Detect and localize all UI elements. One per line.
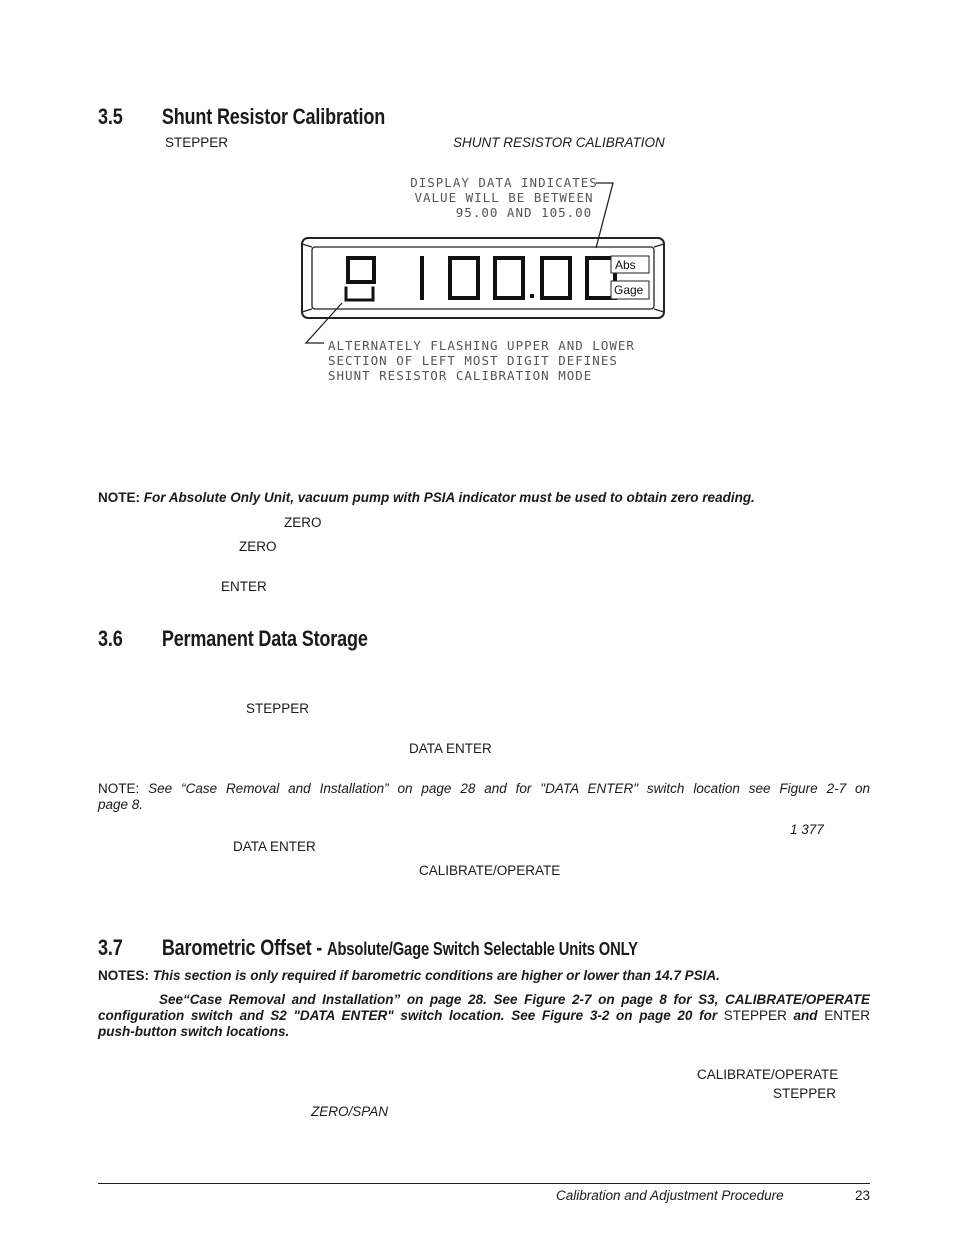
section-number: 3.7 <box>98 935 123 960</box>
stepper-label: STEPPER <box>165 135 229 150</box>
switch-location-paragraph <box>98 992 870 1040</box>
data-enter-label-b: DATA ENTER <box>233 839 316 854</box>
bottom-callout-line-3: SHUNT RESISTOR CALIBRATION MODE <box>328 368 593 383</box>
zero-span-label: ZERO/SPAN <box>311 1104 389 1119</box>
digit-0b <box>495 258 523 298</box>
shunt-mode-label: SHUNT RESISTOR CALIBRATION <box>453 135 665 150</box>
flashing-digit-lower <box>346 288 373 300</box>
bottom-callout-line-2: SECTION OF LEFT MOST DIGIT DEFINES <box>328 353 618 368</box>
page-number: 23 <box>855 1188 871 1203</box>
bottom-callout-line-1: ALTERNATELY FLASHING UPPER AND LOWER <box>328 338 635 353</box>
note-label: NOTE: <box>98 490 140 505</box>
section-3-7-heading <box>98 935 638 961</box>
stepper-label-3-6: STEPPER <box>246 701 310 716</box>
enter-inline: ENTER <box>824 1008 870 1023</box>
section-title: Permanent Data Storage <box>161 626 368 651</box>
notes-text: This section is only required if barometric conditions are higher or lower than 14.7 PSIA. <box>152 968 720 983</box>
stepper-inline: STEPPER <box>723 1008 787 1023</box>
notes-barometric <box>98 968 720 983</box>
paragraph-line-2 <box>98 1008 870 1024</box>
notes-label: NOTES: <box>98 968 150 983</box>
footer-title: Calibration and Adjustment Procedure <box>556 1188 784 1203</box>
digit-0a <box>450 258 478 298</box>
section-number: 3.5 <box>98 104 123 129</box>
abs-label: Abs <box>615 258 636 272</box>
section-subtitle: Absolute/Gage Switch Selectable Units ONLY <box>326 939 638 959</box>
calibrate-operate-label: CALIBRATE/OPERATE <box>419 863 561 878</box>
section-number: 3.6 <box>98 626 123 651</box>
top-callout-line-3: 95.00 AND 105.00 <box>455 205 593 220</box>
display-figure <box>290 170 690 395</box>
top-callout-line-1: DISPLAY DATA INDICATES <box>410 175 598 190</box>
calibrate-operate-label-3-7: CALIBRATE/OPERATE <box>697 1067 839 1082</box>
note-absolute-only <box>98 490 755 505</box>
digit-0c <box>542 258 570 298</box>
note-text-line-2: page 8. <box>98 797 144 812</box>
decimal-point <box>530 294 534 298</box>
zero-label-a: ZERO <box>284 515 322 530</box>
zero-label-b: ZERO <box>239 539 277 554</box>
gage-label: Gage <box>614 283 644 297</box>
paragraph-line-1: See“Case Removal and Installation” on page 28. See Figure 2-7 on page 8 for S3, CALIBRATE/OPERATE <box>159 992 870 1007</box>
note-text: For Absolute Only Unit, vacuum pump with PSIA indicator must be used to obtain zero reading. <box>143 490 755 505</box>
note-case-removal <box>98 781 870 813</box>
reference-number: 1 377 <box>790 822 824 837</box>
section-title: Barometric Offset - <box>161 935 323 960</box>
footer-rule <box>98 1183 870 1184</box>
stepper-label-3-7: STEPPER <box>773 1086 837 1101</box>
display-bezel-outer <box>302 238 664 318</box>
top-callout-line-2: VALUE WILL BE BETWEEN <box>414 190 594 205</box>
section-title: Shunt Resistor Calibration <box>161 104 386 129</box>
paragraph-line-3: push-button switch locations. <box>98 1024 290 1039</box>
note-text-line-1: See “Case Removal and Installation” on page 28 and for "DATA ENTER" switch location see Figure 2-7 on <box>148 781 870 796</box>
section-3-5-heading <box>98 104 385 130</box>
and-inline: and <box>793 1008 818 1023</box>
note-label: NOTE: <box>98 781 140 796</box>
data-enter-label-a: DATA ENTER <box>409 741 492 756</box>
enter-label: ENTER <box>221 579 267 594</box>
seven-segment-readout <box>346 258 615 300</box>
flashing-digit-upper <box>348 258 374 282</box>
section-3-6-heading <box>98 626 368 652</box>
paragraph-line-2-text: configuration switch and S2 "DATA ENTER" switch location. See Figure 3-2 on page 20 for <box>98 1008 718 1023</box>
